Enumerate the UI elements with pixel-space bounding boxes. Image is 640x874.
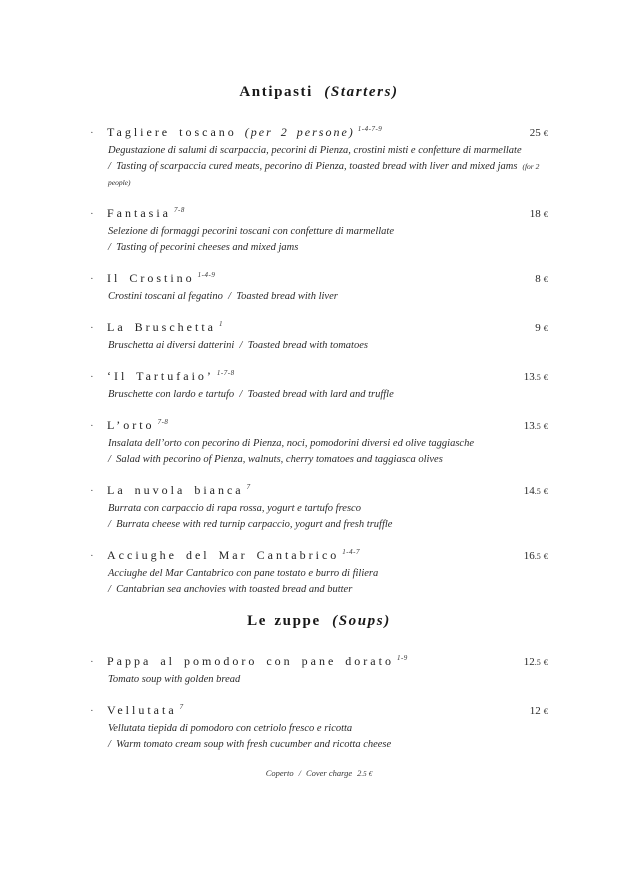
euro-sign: € (543, 551, 548, 561)
menu-item (90, 206, 548, 256)
menu-item (90, 548, 548, 598)
item-price-decimal: .5 (534, 487, 541, 496)
item-description-text: Tomato soup with golden bread (108, 674, 241, 685)
euro-sign: € (543, 657, 548, 667)
allergen-codes: 1-4-9 (197, 271, 216, 279)
item-title-row (90, 206, 548, 221)
item-price-decimal: .5 (534, 552, 541, 561)
item-title-row (90, 369, 548, 384)
item-price (530, 127, 548, 139)
item-description-text: / Warm tomato cream soup with fresh cucumber and ricotta cheese (108, 739, 392, 750)
item-description (90, 566, 548, 598)
menu-item (90, 654, 548, 688)
item-price-main: 9 (535, 322, 541, 334)
item-title-row (90, 125, 548, 140)
euro-sign: € (543, 486, 548, 496)
item-name-text: Fantasia (107, 206, 171, 220)
item-title-row (90, 271, 548, 286)
item-price-decimal: .5 (534, 373, 541, 382)
cover-charge-price (357, 768, 372, 778)
item-bullet: · (90, 208, 94, 220)
menu-item (90, 125, 548, 191)
item-description-line (108, 672, 548, 688)
euro-sign: € (543, 323, 548, 333)
item-description-text: Bruschetta ai diversi datterini / Toasted bread with tomatoes (108, 340, 368, 351)
item-name (107, 483, 251, 498)
allergen-codes: 1-7-8 (216, 369, 235, 377)
item-price-main: 8 (535, 273, 541, 285)
item-price-main: 14 (523, 485, 535, 497)
item-name (107, 271, 215, 286)
item-name (107, 369, 235, 384)
item-description-line (108, 737, 548, 753)
cover-charge-price-decimal: .5 (361, 770, 367, 778)
menu-sections (90, 84, 548, 753)
allergen-codes: 1-9 (396, 654, 408, 662)
allergen-codes: 7-8 (157, 418, 169, 426)
item-description-line (108, 566, 548, 582)
item-price (530, 705, 548, 717)
euro-sign: € (543, 209, 548, 219)
item-name-text: Tagliere toscano (107, 125, 237, 139)
item-price-main: 13 (523, 420, 535, 432)
item-name (107, 206, 185, 221)
item-bullet: · (90, 127, 94, 139)
section-items (90, 654, 548, 753)
item-description-text: / Cantabrian sea anchovies with toasted bread and butter (108, 584, 353, 595)
item-price-main: 18 (529, 208, 541, 220)
item-price (530, 208, 548, 220)
item-description (90, 338, 548, 354)
item-price-main: 16 (523, 550, 535, 562)
item-description-line (108, 224, 548, 240)
item-name (107, 548, 360, 563)
item-name-text: Il Crostino (107, 271, 195, 285)
item-price (535, 322, 548, 334)
item-description-text: Burrata con carpaccio di rapa rossa, yogurt e tartufo fresco (108, 503, 361, 514)
cover-charge-note (90, 768, 548, 778)
euro-sign: € (543, 421, 548, 431)
item-bullet: · (90, 550, 94, 562)
item-bullet: · (90, 273, 94, 285)
item-description (90, 224, 548, 256)
item-description-text: / Tasting of scarpaccia cured meats, pecorino di Pienza, toasted bread with liver and mixed jams (108, 161, 518, 172)
item-price-main: 12 (529, 705, 541, 717)
euro-sign: € (543, 706, 548, 716)
item-name-text: La nuvola bianca (107, 483, 244, 497)
item-name-text: ‘Il Tartufaio’ (107, 369, 214, 383)
item-description-text: / Salad with pecorino of Pienza, walnuts, cherry tomatoes and taggiasca olives (108, 454, 443, 465)
item-description-text: Insalata dell’orto con pecorino di Pienza, noci, pomodorini diversi ed olive taggiasche (108, 438, 474, 449)
item-name-text: La Bruschetta (107, 320, 216, 334)
allergen-codes: 7 (246, 483, 251, 491)
item-price (524, 485, 548, 497)
item-description (90, 501, 548, 533)
item-title-row (90, 483, 548, 498)
item-bullet: · (90, 420, 94, 432)
item-description-line (108, 452, 548, 468)
item-name-text: L’orto (107, 418, 155, 432)
item-name-text: Pappa al pomodoro con pane dorato (107, 654, 394, 668)
item-description-text: / Burrata cheese with red turnip carpaccio, yogurt and fresh truffle (108, 519, 393, 530)
item-title-row (90, 703, 548, 718)
euro-sign: € (368, 770, 373, 778)
item-description-text: Selezione di formaggi pecorini toscani con confetture di marmellate (108, 226, 394, 237)
item-price-decimal: .5 (534, 658, 541, 667)
item-name-text: Acciughe del Mar Cantabrico (107, 548, 340, 562)
menu-item (90, 369, 548, 403)
item-title-row (90, 654, 548, 669)
item-price-main: 12 (523, 656, 535, 668)
menu-item (90, 320, 548, 354)
item-description-text: Bruschette con lardo e tartufo / Toasted bread with lard and truffle (108, 389, 394, 400)
euro-sign: € (543, 274, 548, 284)
item-description-text: Vellutata tiepida di pomodoro con cetriolo fresco e ricotta (108, 723, 353, 734)
item-bullet: · (90, 656, 94, 668)
item-price (524, 420, 548, 432)
item-description-line (108, 387, 548, 403)
item-description (90, 143, 548, 191)
section-title-english: (Soups) (332, 613, 391, 629)
item-name-text: Vellutata (107, 703, 177, 717)
item-description-line (108, 143, 548, 159)
menu-item (90, 483, 548, 533)
section-title (90, 613, 548, 630)
allergen-codes: 7 (179, 703, 184, 711)
item-description-line (108, 517, 548, 533)
allergen-codes: 1-4-7-9 (357, 125, 383, 133)
item-description-line (108, 436, 548, 452)
euro-sign: € (543, 128, 548, 138)
item-description (90, 436, 548, 468)
item-description-text: / Tasting of pecorini cheeses and mixed jams (108, 242, 299, 253)
menu-section (90, 613, 548, 753)
item-price-decimal: .5 (534, 422, 541, 431)
item-name (107, 703, 184, 718)
cover-charge-label-italian: Coperto (265, 768, 294, 778)
item-title-row (90, 320, 548, 335)
section-title (90, 84, 548, 101)
item-description-line (108, 240, 548, 256)
allergen-codes: 7-8 (174, 206, 185, 214)
item-price-main: 25 (529, 127, 541, 139)
cover-charge-separator: / (298, 768, 301, 778)
item-bullet: · (90, 322, 94, 334)
item-description-text: Crostini toscani al fegatino / Toasted bread with liver (108, 291, 338, 302)
item-name (107, 125, 382, 140)
section-items (90, 125, 548, 598)
euro-sign: € (543, 372, 548, 382)
item-name (107, 418, 168, 433)
menu-item (90, 418, 548, 468)
item-name-suffix: (per 2 persone) (236, 125, 355, 139)
item-description (90, 387, 548, 403)
item-description (90, 289, 548, 305)
section-title-italian: Antipasti (239, 84, 313, 100)
menu-item (90, 271, 548, 305)
item-title-row (90, 548, 548, 563)
menu-item (90, 703, 548, 753)
item-description-line (108, 159, 548, 191)
item-description (90, 721, 548, 753)
item-price-main: 13 (523, 371, 535, 383)
item-title-row (90, 418, 548, 433)
item-description-line (108, 289, 548, 305)
item-bullet: · (90, 485, 94, 497)
item-description-line (108, 721, 548, 737)
item-bullet: · (90, 371, 94, 383)
cover-charge-label-english: Cover charge (305, 768, 353, 778)
item-description (90, 672, 548, 688)
item-price (535, 273, 548, 285)
item-bullet: · (90, 705, 94, 717)
section-title-italian: Le zuppe (247, 613, 321, 629)
allergen-codes: 1-4-7 (342, 548, 360, 556)
item-price (524, 371, 548, 383)
item-description-text: Degustazione di salumi di scarpaccia, pecorini di Pienza, crostini misti e confetture di marmellate (108, 145, 522, 156)
item-name (107, 320, 223, 335)
item-name (107, 654, 408, 669)
item-description-line (108, 582, 548, 598)
allergen-codes: 1 (218, 320, 223, 328)
item-description-note: (for 2 people) (108, 162, 540, 187)
item-price (524, 656, 548, 668)
item-description-text: Acciughe del Mar Cantabrico con pane tostato e burro di filiera (108, 568, 379, 579)
item-description-line (108, 501, 548, 517)
item-description-line (108, 338, 548, 354)
cover-charge-price-main: 2 (357, 768, 362, 778)
menu-section (90, 84, 548, 598)
item-price (524, 550, 548, 562)
section-title-english: (Starters) (324, 84, 399, 100)
